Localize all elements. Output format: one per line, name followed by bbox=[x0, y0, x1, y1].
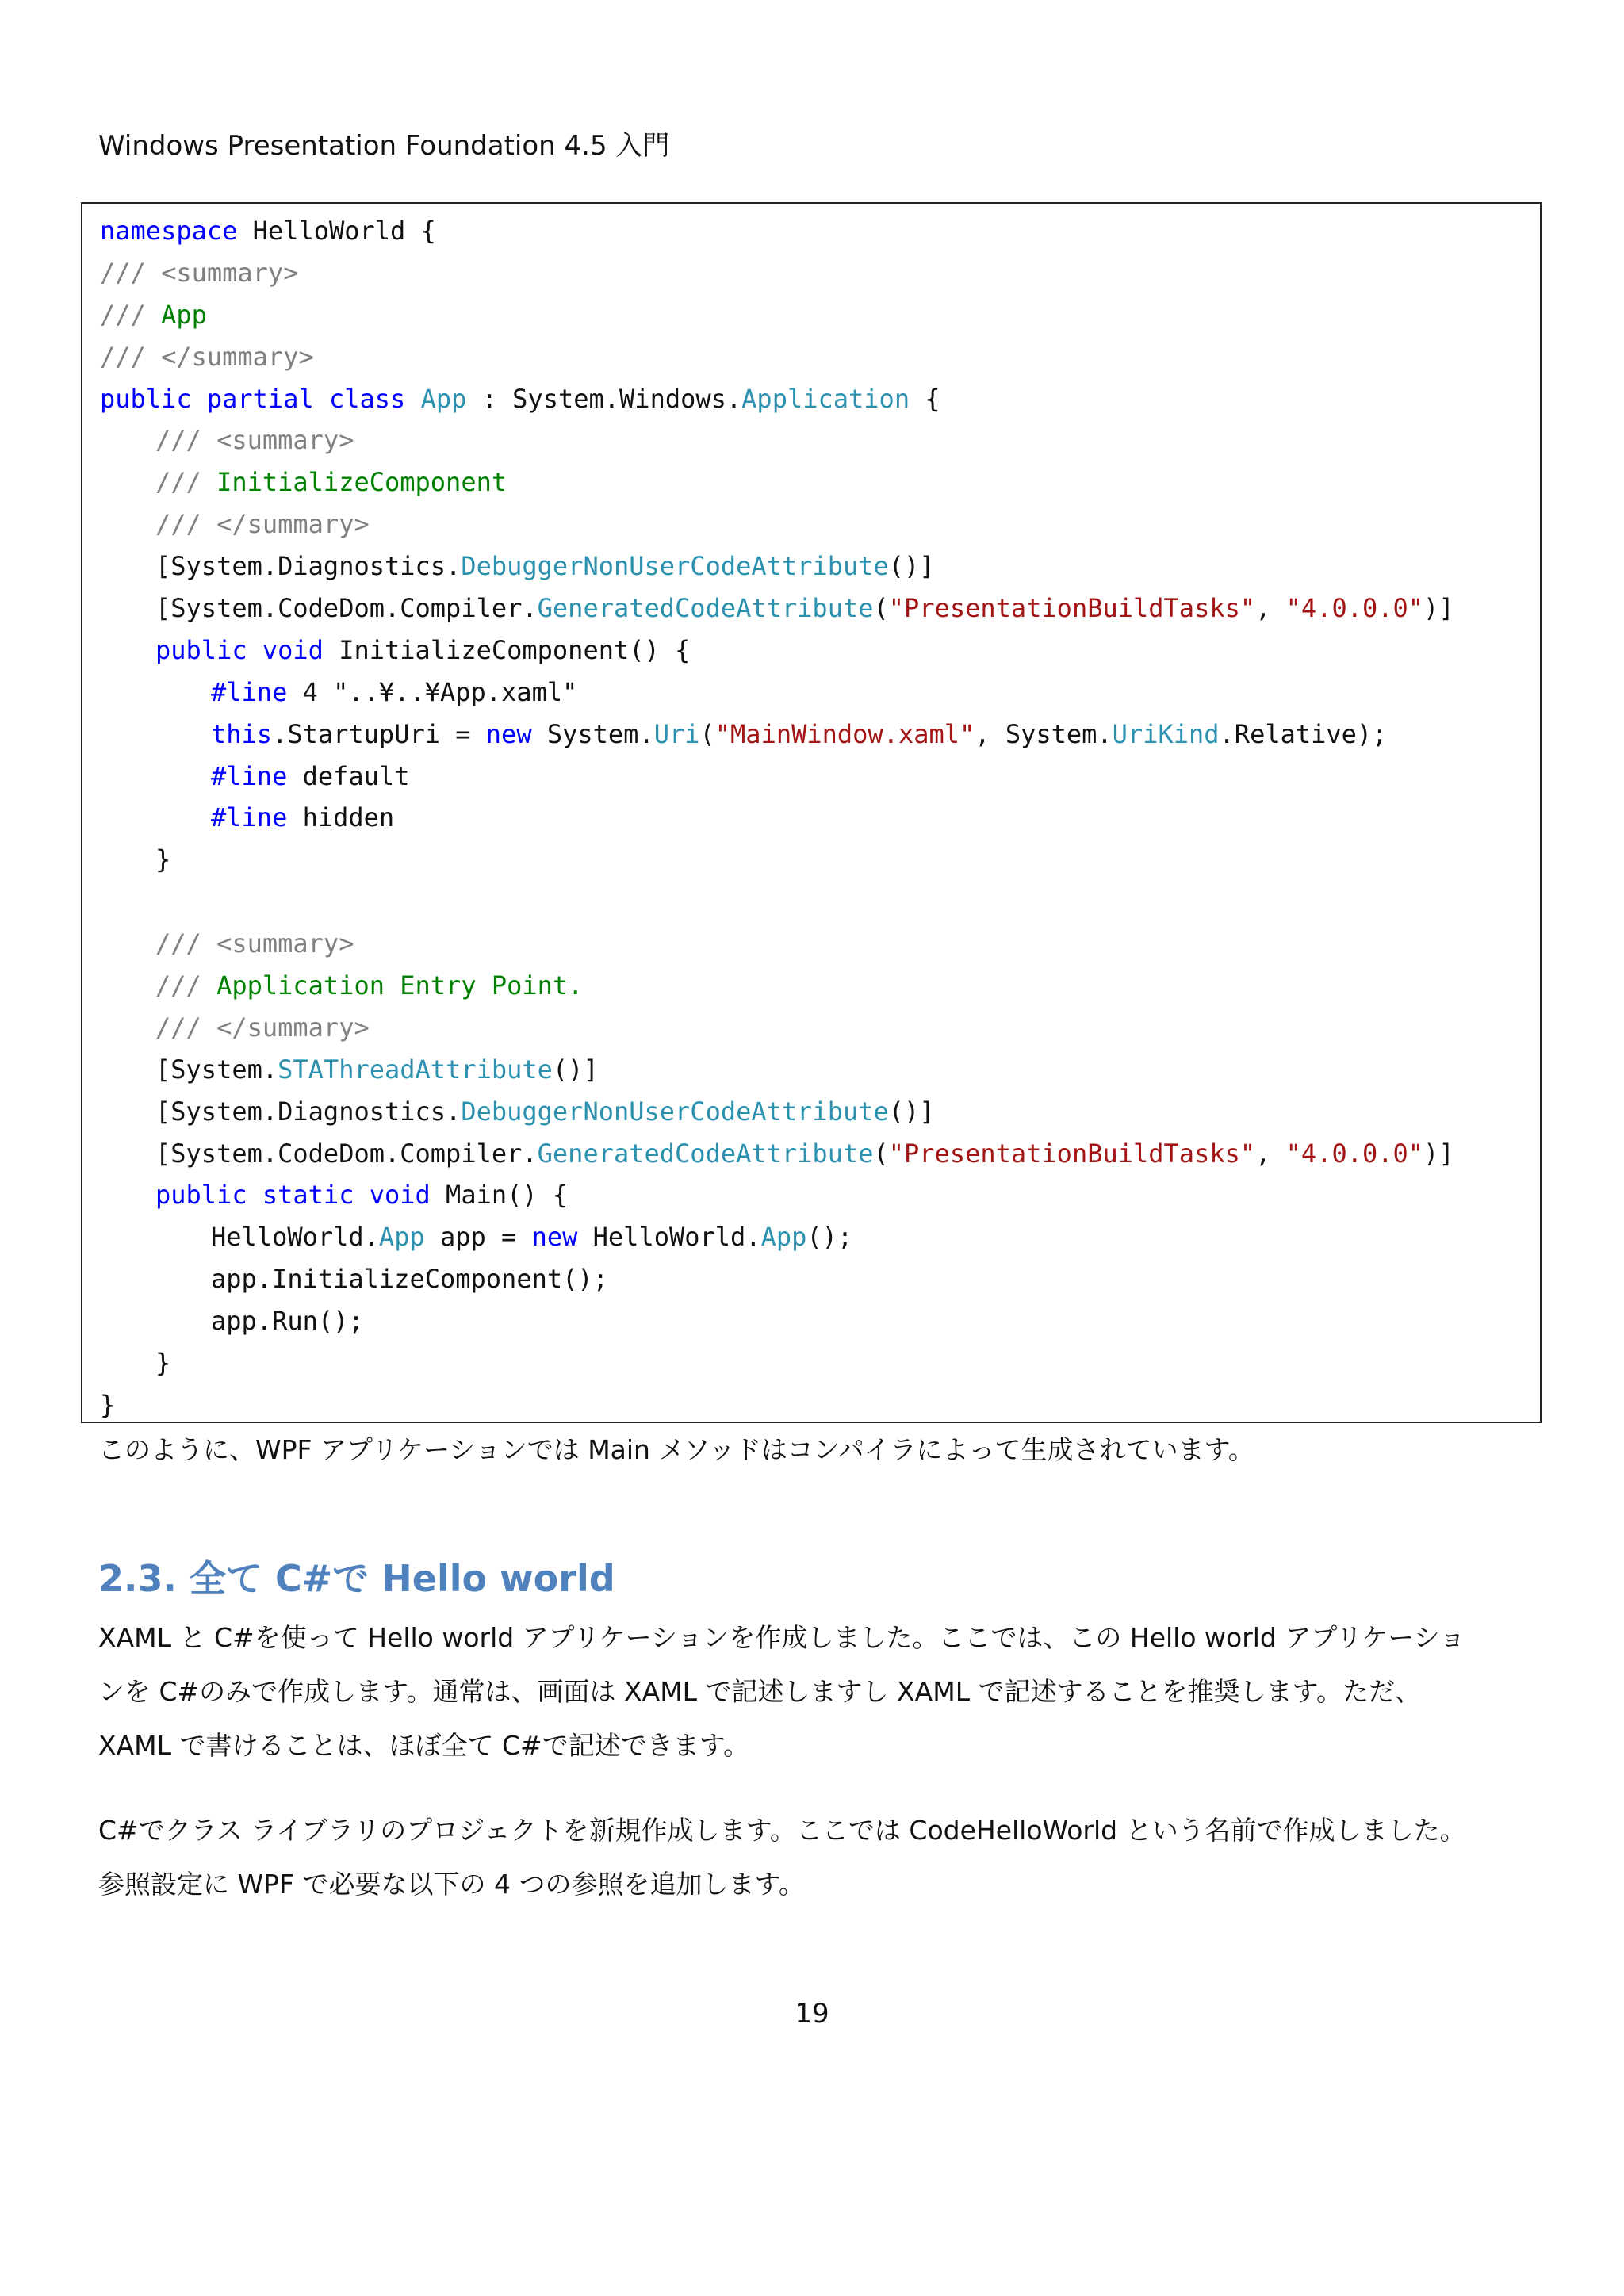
code-token: /// </summary> bbox=[155, 1012, 370, 1043]
code-token: /// </summary> bbox=[155, 509, 370, 540]
code-token: new bbox=[531, 1222, 578, 1253]
code-token: HelloWorld. bbox=[577, 1222, 761, 1253]
code-token: InitializeComponent() { bbox=[323, 634, 691, 665]
code-line bbox=[82, 1384, 1540, 1426]
code-token: #line bbox=[211, 802, 288, 833]
paragraph-line: ンを C#のみで作成します。通常は、画面は XAML で記述しますし XAML で記述することを推奨します。ただ、 bbox=[98, 1676, 1421, 1707]
code-line bbox=[82, 210, 1540, 252]
code-token: App bbox=[420, 383, 467, 414]
code-token: app.Run(); bbox=[211, 1306, 364, 1337]
code-token: /// bbox=[155, 467, 217, 498]
code-token: ()] bbox=[888, 551, 935, 582]
page-number: 19 bbox=[795, 1998, 829, 2030]
code-token: .StartupUri = bbox=[272, 718, 486, 749]
paragraph-project bbox=[98, 1804, 1466, 1911]
code-token: .Relative); bbox=[1219, 718, 1388, 749]
code-token: )] bbox=[1423, 593, 1454, 624]
paragraph-line: XAML で書けることは、ほぼ全て C#で記述できます。 bbox=[98, 1730, 750, 1761]
code-line bbox=[82, 756, 1540, 798]
code-caption: このように、WPF アプリケーションでは Main メソッドはコンパイラによって生成されています。 bbox=[98, 1434, 1254, 1465]
code-token: GeneratedCodeAttribute bbox=[537, 593, 874, 624]
code-token: ( bbox=[873, 593, 889, 624]
paragraph-line: C#でクラス ライブラリのプロジェクトを新規作成します。ここでは CodeHelloWorld という名前で作成しました。 bbox=[98, 1815, 1466, 1846]
code-line bbox=[82, 1258, 1540, 1300]
code-token: Application Entry Point. bbox=[216, 970, 584, 1001]
code-token: DebuggerNonUserCodeAttribute bbox=[461, 1096, 889, 1127]
code-token: /// bbox=[155, 970, 217, 1001]
code-token: { bbox=[910, 383, 940, 414]
paragraph-line: 参照設定に WPF で必要な以下の 4 つの参照を追加します。 bbox=[98, 1869, 805, 1900]
code-token: System. bbox=[531, 718, 654, 749]
code-token: default bbox=[287, 760, 410, 791]
code-line bbox=[82, 336, 1540, 378]
code-token: "4.0.0.0" bbox=[1285, 1138, 1424, 1169]
code-token: /// <summary> bbox=[155, 928, 354, 959]
code-token: Main() { bbox=[430, 1180, 569, 1211]
code-token: this bbox=[211, 718, 273, 749]
code-token: public static void bbox=[155, 1180, 431, 1211]
code-line bbox=[82, 965, 1540, 1007]
code-token: [System.CodeDom.Compiler. bbox=[155, 1138, 538, 1169]
code-token: "4.0.0.0" bbox=[1285, 593, 1424, 624]
code-line bbox=[82, 587, 1540, 629]
code-line bbox=[82, 1300, 1540, 1342]
code-token: ( bbox=[699, 718, 715, 749]
code-line bbox=[82, 923, 1540, 965]
code-line bbox=[82, 1007, 1540, 1049]
code-token: /// bbox=[100, 299, 162, 330]
code-token: [System.Diagnostics. bbox=[155, 1096, 462, 1127]
code-token: Uri bbox=[653, 718, 700, 749]
code-token: /// </summary> bbox=[100, 341, 314, 372]
code-token: [System.CodeDom.Compiler. bbox=[155, 593, 538, 624]
code-token: app.InitializeComponent(); bbox=[211, 1264, 608, 1295]
code-token: /// <summary> bbox=[155, 425, 354, 456]
code-token: "PresentationBuildTasks" bbox=[888, 1138, 1256, 1169]
code-token: [System. bbox=[155, 1054, 278, 1085]
code-line bbox=[82, 503, 1540, 545]
code-token: /// <summary> bbox=[100, 257, 299, 288]
code-token: ()] bbox=[552, 1054, 599, 1085]
code-token: [System.Diagnostics. bbox=[155, 551, 462, 582]
code-line bbox=[82, 1133, 1540, 1175]
code-line bbox=[82, 1091, 1540, 1133]
code-token: : System.Windows. bbox=[466, 383, 742, 414]
code-listing bbox=[81, 202, 1542, 1423]
code-token: public void bbox=[155, 634, 324, 665]
code-token: HelloWorld { bbox=[237, 216, 436, 246]
paragraph-intro bbox=[98, 1611, 1465, 1773]
code-token: "MainWindow.xaml" bbox=[714, 718, 975, 749]
code-line bbox=[82, 461, 1540, 503]
code-line bbox=[82, 545, 1540, 587]
code-token: App bbox=[161, 299, 207, 330]
code-line bbox=[82, 1049, 1540, 1091]
code-token: #line bbox=[211, 760, 288, 791]
code-line bbox=[82, 797, 1540, 839]
code-token: app = bbox=[424, 1222, 532, 1253]
code-token: , bbox=[1255, 1138, 1286, 1169]
code-token: InitializeComponent bbox=[216, 467, 508, 498]
code-token: "PresentationBuildTasks" bbox=[888, 593, 1256, 624]
code-token: new bbox=[485, 718, 532, 749]
code-token: 4 "..¥..¥App.xaml" bbox=[287, 676, 578, 707]
code-token: } bbox=[155, 1348, 171, 1379]
code-line bbox=[82, 714, 1540, 756]
code-token: Application bbox=[741, 383, 910, 414]
code-line bbox=[82, 839, 1540, 881]
code-token: STAThreadAttribute bbox=[278, 1054, 553, 1085]
code-token: )] bbox=[1423, 1138, 1454, 1169]
code-token: , bbox=[1255, 593, 1286, 624]
code-lines bbox=[82, 210, 1540, 1426]
code-token: App bbox=[760, 1222, 807, 1253]
code-token: } bbox=[155, 844, 171, 875]
running-header: Windows Presentation Foundation 4.5 入門 bbox=[98, 130, 670, 162]
code-token: UriKind bbox=[1112, 718, 1220, 749]
code-token: hidden bbox=[287, 802, 395, 833]
code-token: ( bbox=[873, 1138, 889, 1169]
code-token: GeneratedCodeAttribute bbox=[537, 1138, 874, 1169]
paragraph-line: XAML と C#を使って Hello world アプリケーションを作成しました。ここでは、この Hello world アプリケーショ bbox=[98, 1622, 1466, 1653]
code-token: HelloWorld. bbox=[211, 1222, 379, 1253]
code-token: namespace bbox=[100, 216, 238, 246]
code-line bbox=[82, 294, 1540, 336]
code-line bbox=[82, 672, 1540, 714]
code-token: ()] bbox=[888, 1096, 935, 1127]
code-token: , System. bbox=[975, 718, 1113, 749]
code-line bbox=[82, 629, 1540, 672]
code-token: DebuggerNonUserCodeAttribute bbox=[461, 551, 889, 582]
code-line bbox=[82, 1342, 1540, 1384]
section-heading: 2.3. 全て C#で Hello world bbox=[98, 1557, 615, 1600]
code-token: public partial class bbox=[100, 383, 421, 414]
code-line bbox=[82, 378, 1540, 420]
code-token: #line bbox=[211, 676, 288, 707]
code-line bbox=[82, 1174, 1540, 1216]
code-line bbox=[82, 1216, 1540, 1258]
code-line bbox=[82, 419, 1540, 461]
code-token: } bbox=[100, 1389, 116, 1420]
code-token: (); bbox=[806, 1222, 853, 1253]
code-line bbox=[82, 252, 1540, 294]
code-token: App bbox=[378, 1222, 425, 1253]
code-line bbox=[82, 881, 1540, 923]
